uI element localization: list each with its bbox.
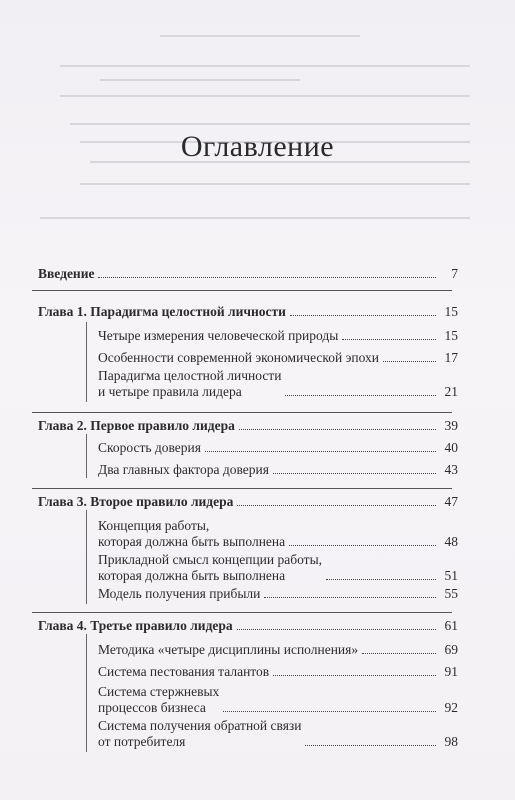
- toc-chapter-entry: [38, 618, 458, 634]
- toc-page-number: 92: [444, 700, 458, 715]
- toc-entry-title: Четыре измерения человеческой природы: [98, 328, 339, 343]
- toc-chapter-entry: [38, 494, 458, 510]
- dot-leader: [273, 675, 436, 676]
- toc-page-number: 91: [444, 664, 458, 679]
- dot-leader: [342, 339, 436, 340]
- toc-page-number: 17: [444, 350, 458, 365]
- toc-entry-title: Введение: [38, 266, 95, 281]
- dot-leader: [98, 277, 436, 278]
- toc-page-number: 15: [444, 328, 458, 343]
- toc-page-number: 98: [444, 734, 458, 749]
- toc-entry: [98, 350, 458, 366]
- toc-entry: [98, 328, 458, 344]
- toc-entry: [98, 440, 458, 456]
- toc-entry-title: Система пестования талантов: [98, 664, 270, 679]
- dot-leader: [362, 653, 436, 654]
- section-divider: [32, 488, 452, 489]
- toc-entry: [98, 642, 458, 658]
- toc-entry-title: Особенности современной экономической эпохи: [98, 350, 380, 365]
- dot-leader: [237, 629, 436, 630]
- indent-rule: [86, 434, 87, 478]
- dot-leader: [290, 315, 436, 316]
- toc-page-number: 43: [444, 462, 458, 477]
- toc-page-number: 7: [451, 266, 458, 281]
- toc-entry-title: Глава 2. Первое правило лидера: [38, 418, 235, 433]
- toc-page-number: 39: [444, 418, 458, 433]
- toc-entry: [98, 552, 458, 584]
- dot-leader: [273, 473, 436, 474]
- toc-page-number: 51: [444, 568, 458, 583]
- dot-leader: [239, 429, 436, 430]
- page-title: Оглавление: [180, 130, 335, 164]
- toc-page-number: 15: [444, 304, 458, 319]
- toc-entry-title: Модель получения прибыли: [98, 586, 261, 601]
- toc-page-number: 55: [444, 586, 458, 601]
- indent-rule: [86, 510, 87, 604]
- toc-entry-title: Парадигма целостной личности и четыре правила лидера: [98, 368, 282, 399]
- indent-rule: [86, 322, 87, 402]
- toc-page-number: 47: [444, 494, 458, 509]
- toc-chapter-entry: [38, 304, 458, 320]
- dot-leader: [285, 395, 436, 396]
- toc-page-number: 21: [444, 384, 458, 399]
- toc-entry-title: Методика «четыре дисциплины исполнения»: [98, 642, 359, 657]
- toc-entry: [98, 586, 458, 602]
- dot-leader: [237, 505, 436, 506]
- toc-page-number: 48: [444, 534, 458, 549]
- section-divider: [32, 412, 452, 413]
- toc-entry-title: Система стержневых процессов бизнеса: [98, 684, 220, 715]
- indent-rule: [86, 634, 87, 752]
- toc-entry-title: Скорость доверия: [98, 440, 201, 455]
- toc-entry-title: Концепция работы, которая должна быть выполнена: [98, 518, 286, 549]
- toc-entry-title: Прикладной смысл концепции работы, которая должна быть выполнена: [98, 552, 323, 583]
- toc-chapter-entry: [38, 418, 458, 434]
- toc-entry: [98, 518, 458, 550]
- toc-entry: [98, 462, 458, 478]
- section-divider: [32, 612, 452, 613]
- toc-entry: [98, 684, 458, 716]
- toc-entry: [98, 718, 458, 750]
- toc-entry-title: Глава 3. Второе правило лидера: [38, 494, 234, 509]
- toc-chapter-entry: [38, 266, 458, 282]
- dot-leader: [223, 711, 436, 712]
- dot-leader: [289, 545, 436, 546]
- dot-leader: [383, 361, 436, 362]
- toc-entry-title: Система получения обратной связи от потребителя: [98, 718, 302, 749]
- toc-entry-title: Глава 1. Парадигма целостной личности: [38, 304, 286, 319]
- toc-page-number: 61: [444, 618, 458, 633]
- dot-leader: [305, 745, 436, 746]
- toc-page-number: 40: [444, 440, 458, 455]
- toc-entry: [98, 664, 458, 680]
- toc-entry: [98, 368, 458, 400]
- dot-leader: [205, 451, 436, 452]
- dot-leader: [326, 579, 436, 580]
- toc-page-number: 69: [444, 642, 458, 657]
- section-divider: [32, 290, 452, 291]
- show-through-background: [0, 0, 515, 240]
- dot-leader: [264, 597, 436, 598]
- toc-entry-title: Два главных фактора доверия: [98, 462, 269, 477]
- toc-entry-title: Глава 4. Третье правило лидера: [38, 618, 233, 633]
